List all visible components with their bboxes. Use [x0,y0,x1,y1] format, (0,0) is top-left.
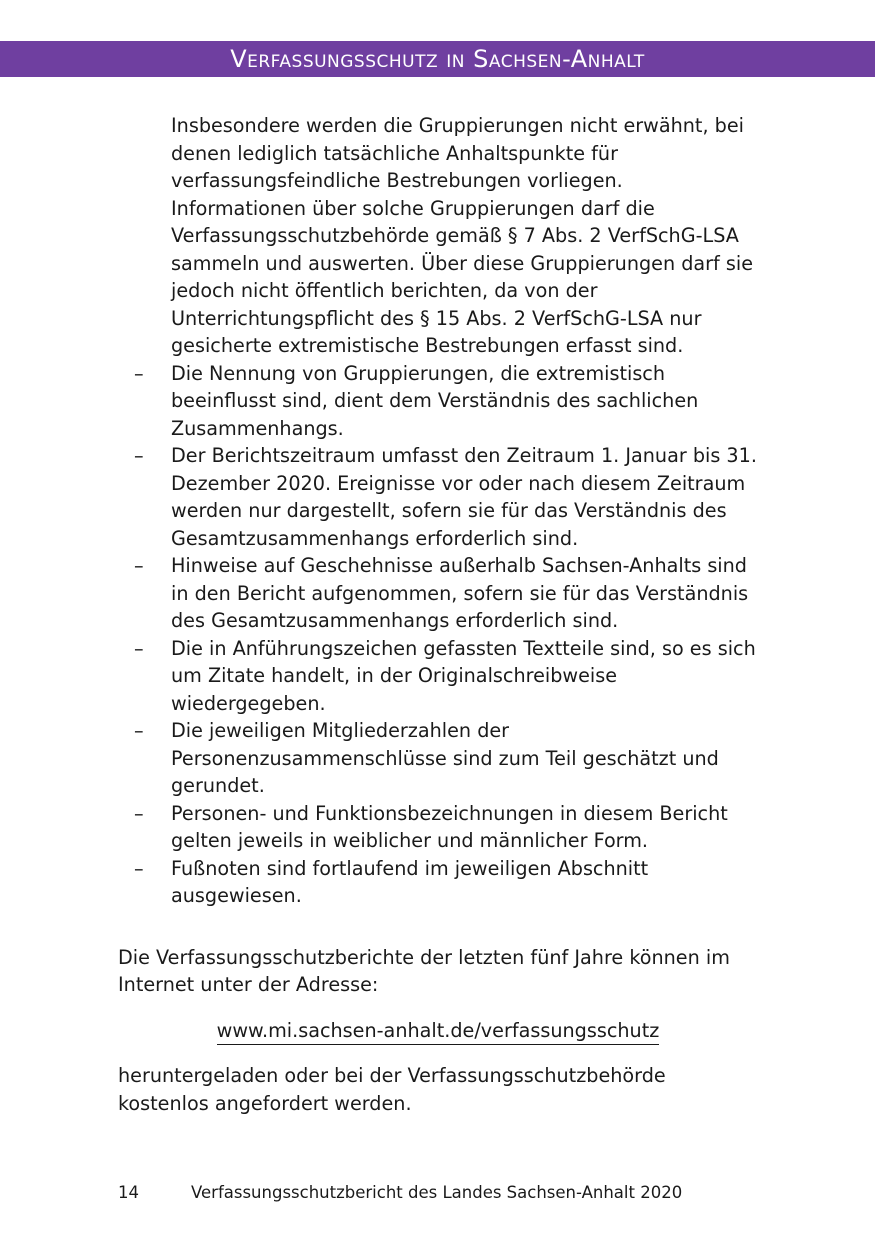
list-item [118,855,758,910]
list-item-text: Personen- und Funktionsbezeichnungen in diesem Bericht gelten jeweils in weiblicher und männlicher Form. [171,801,728,852]
list-item [118,717,758,800]
list-item-text: Hinweise auf Geschehnisse außerhalb Sachsen-Anhalts sind in den Bericht aufgenommen, sofern sie für das Verständnis des Gesamtzusammenhangs erforderlich sind. [171,554,749,632]
dash-marker: – [134,719,144,742]
website-link[interactable]: www.mi.sachsen-anhalt.de/verfassungsschutz [217,1019,660,1045]
list-item [118,360,758,443]
closing-paragraph: Die Verfassungsschutzberichte der letzten fünf Jahre können im Internet unter der Adresse: [118,945,730,996]
list-item [118,635,758,718]
url-line [118,1017,758,1045]
dash-marker: – [134,554,144,577]
list-item [118,800,758,855]
page-number: 14 [118,1183,139,1202]
dash-marker: – [134,856,144,880]
page-header-title: Verfassungsschutz in Sachsen-Anhalt [230,45,645,73]
dash-marker: – [134,636,144,660]
bullet-list [118,360,758,910]
main-content [118,112,758,1117]
closing-paragraph-end: heruntergeladen oder bei der Verfassungsschutzbehörde kostenlos angefordert werden. [118,1064,666,1115]
list-item [118,552,758,635]
list-item [118,442,758,552]
intro-paragraph: Insbesondere werden die Gruppierungen nicht erwähnt, bei denen lediglich tatsächliche Anhaltspunkte für verfassungsfeindliche Bestrebungen vorliegen. Informationen über solche Gruppierungen darf die Verfassungsschutzbehörde gemäß § 7 Abs. 2 VerfSchG-LSA sammeln und auswerten. Über diese Gruppierungen darf sie jedoch nicht öffentlich berichten, da von der Unterrichtungspflicht des § 15 Abs. 2 VerfSchG-LSA nur gesicherte extremistische Bestrebungen erfasst sind. [171,114,754,357]
page-footer [118,1181,758,1205]
list-item-text: Die in Anführungszeichen gefassten Textteile sind, so es sich um Zitate handelt, in der Originalschreibweise wiedergegeben. [171,636,756,715]
dash-marker: – [134,444,144,467]
dash-marker: – [134,801,144,825]
dash-marker: – [134,361,144,385]
list-item-text: Fußnoten sind fortlaufend im jeweiligen Abschnitt ausgewiesen. [171,856,649,907]
list-item-text: Die jeweiligen Mitgliederzahlen der Personenzusammenschlüsse sind zum Teil geschätzt und gerundet. [171,719,719,797]
list-item-text: Die Nennung von Gruppierungen, die extremistisch beeinflusst sind, dient dem Verständnis des sachlichen Zusammenhangs. [171,361,699,440]
footer-publication-title: Verfassungsschutzbericht des Landes Sachsen-Anhalt 2020 [191,1183,683,1202]
header-bar [0,41,875,77]
list-item-text: Der Berichtszeitraum umfasst den Zeitraum 1. Januar bis 31. Dezember 2020. Ereignisse vor oder nach diesem Zeitraum werden nur dargestellt, sofern sie für das Verständnis des Gesamtzusammenhangs erforderlich sind. [171,444,757,550]
